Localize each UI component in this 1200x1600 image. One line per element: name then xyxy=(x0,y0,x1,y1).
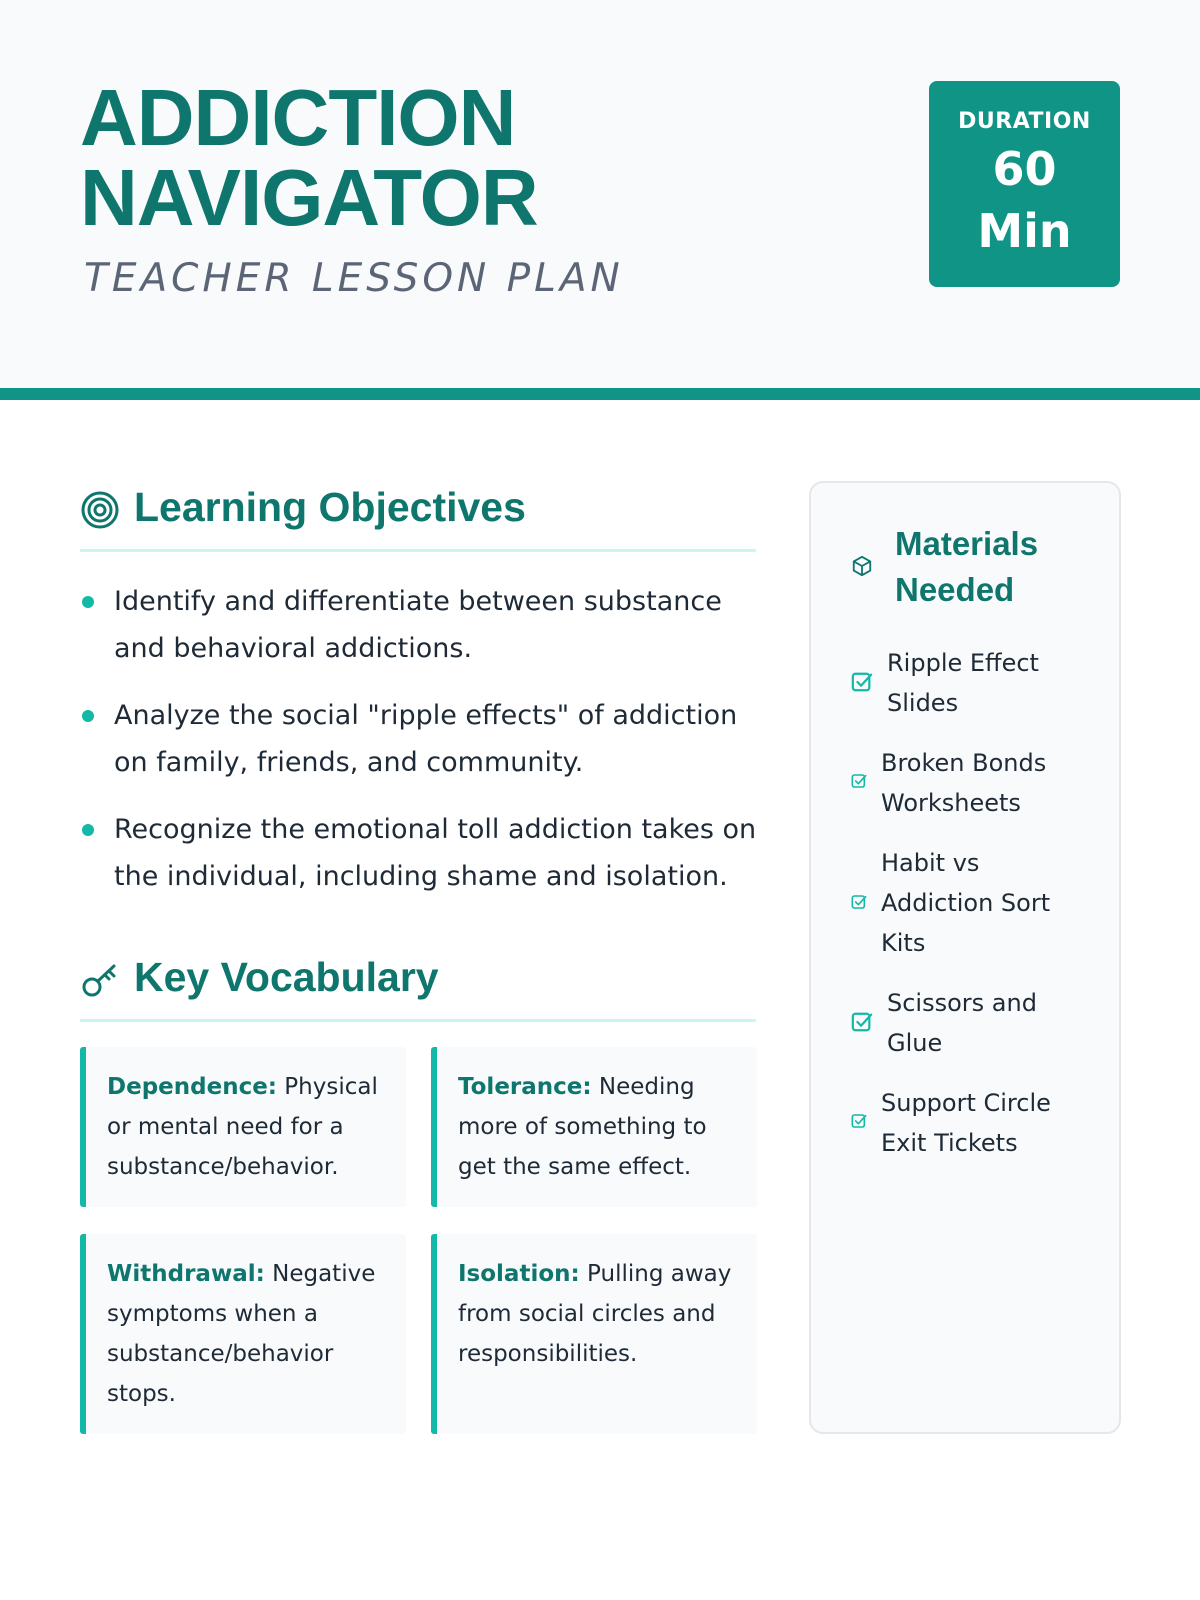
material-label: Habit vs Addiction Sort Kits xyxy=(881,849,1051,957)
vocab-card-tolerance xyxy=(431,1047,757,1207)
objectives-header xyxy=(80,482,756,552)
duration-label: DURATION xyxy=(958,109,1091,134)
key-icon xyxy=(80,960,120,1000)
objective-item: Analyze the social "ripple effects" of addiction on family, friends, and community. xyxy=(80,692,760,786)
vocab-term: Isolation: xyxy=(458,1261,580,1287)
duration-unit: Min xyxy=(977,204,1072,258)
check-square-icon xyxy=(851,773,867,789)
check-square-icon xyxy=(851,671,873,693)
duration-value: 60 xyxy=(992,142,1057,196)
material-label: Broken Bonds Worksheets xyxy=(881,749,1047,817)
page-subtitle: TEACHER LESSON PLAN xyxy=(84,256,624,301)
vocabulary-heading: Key Vocabulary xyxy=(134,954,439,1000)
material-label: Scissors and Glue xyxy=(887,989,1037,1057)
objectives-heading: Learning Objectives xyxy=(134,484,526,530)
vocabulary-header xyxy=(80,952,756,1022)
vocab-term: Withdrawal: xyxy=(107,1261,265,1287)
material-label: Ripple Effect Slides xyxy=(887,649,1039,717)
page-title xyxy=(80,73,538,242)
objective-item: Recognize the emotional toll addiction takes on the individual, including shame and isolation. xyxy=(80,806,760,900)
vocab-definition: Needing more of something to get the same effect. xyxy=(458,1074,707,1180)
materials-heading: Materials Needed xyxy=(895,525,1039,608)
target-icon xyxy=(80,490,120,530)
check-square-icon xyxy=(851,1011,873,1033)
vocab-definition: Physical or mental need for a substance/behavior. xyxy=(107,1074,378,1180)
vocab-definition: Negative symptoms when a substance/behavior stops. xyxy=(107,1261,376,1407)
objectives-list xyxy=(80,578,760,920)
objective-item: Identify and differentiate between substance and behavioral addictions. xyxy=(80,578,760,672)
header xyxy=(0,0,1200,400)
check-square-icon xyxy=(851,894,867,910)
vocab-card-dependence xyxy=(80,1047,406,1207)
duration-badge xyxy=(929,81,1120,287)
vocab-card-isolation xyxy=(431,1234,757,1434)
material-label: Support Circle Exit Tickets xyxy=(881,1089,1051,1157)
title-line-2: NAVIGATOR xyxy=(80,153,538,242)
box-icon xyxy=(851,555,873,577)
materials-panel xyxy=(809,481,1121,1434)
vocab-definition: Pulling away from social circles and responsibilities. xyxy=(458,1261,732,1367)
title-line-1: ADDICTION xyxy=(80,73,516,162)
vocab-term: Tolerance: xyxy=(458,1074,592,1100)
check-square-icon xyxy=(851,1113,867,1129)
vocab-term: Dependence: xyxy=(107,1074,277,1100)
vocab-card-withdrawal xyxy=(80,1234,406,1434)
